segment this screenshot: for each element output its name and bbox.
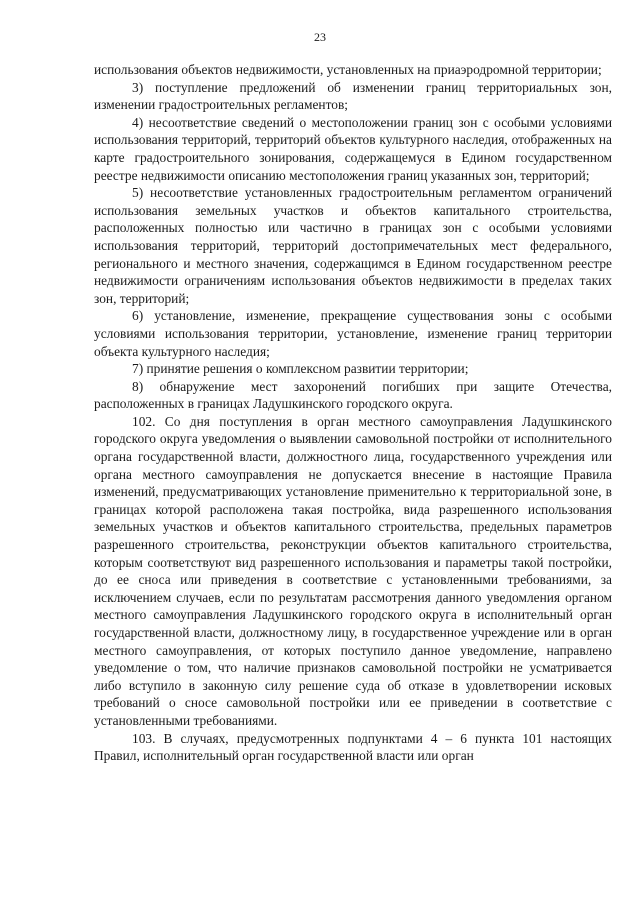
document-body — [94, 61, 612, 765]
clause-103: 103. В случаях, предусмотренных подпунктами 4 – 6 пункта 101 настоящих Правил, исполнительный орган государственной власти или орган — [94, 730, 612, 764]
list-item-6: 6) установление, изменение, прекращение существования зоны с особыми условиями использования территории, установление, изменение границ территории объекта культурного наследия; — [94, 308, 612, 359]
list-item-8: 8) обнаружение мест захоронений погибших при защите Отечества, расположенных в границах Ладушкинского городского округа. — [94, 378, 612, 412]
clause-102: 102. Со дня поступления в орган местного самоуправления Ладушкинского городского округа уведомления о выявлении самовольной постройки от исполнительного органа государственной власти, должностного лица, государственного учреждения или органа местного самоуправления не допускается внесение в настоящие Правила изменений, предусматривающих установление применительно к территориальной зоне, в границах которой расположена такая постройка, вида разрешенного использования земельных участков и объектов капитального строительства, предельных параметров разрешенного строительства, реконструкции объектов капитального строительства, которым соответствуют вид разрешенного использования и параметры такой постройки, до ее сноса или приведения в соответствие с установленными требованиями, за исключением случаев, если по результатам рассмотрения данного уведомления органом местного самоуправления Ладушкинского городского округа в исполнительный орган государственной власти, должностному лицу, в государственное учреждение или в орган местного самоуправления, от которых поступило данное уведомление, направлено уведомление о том, что наличие признаков самовольной постройки не усматривается либо вступило в законную силу решение суда об отказе в удовлетворении исковых требований о сносе самовольной постройки или ее приведении в соответствие с установленными требованиями. — [94, 413, 612, 728]
list-item-4: 4) несоответствие сведений о местоположении границ зон с особыми условиями использования территорий, территорий объектов культурного наследия, отображенных на карте градостроительного зонирования, содержащемуся в Едином государственном реестре недвижимости описанию местоположения границ указанных зон, территорий; — [94, 114, 612, 183]
paragraph-continuation: использования объектов недвижимости, установленных на приаэродромной территории; — [94, 62, 602, 77]
list-item-5: 5) несоответствие установленных градостроительным регламентом ограничений использования земельных участков и объектов капитального строительства, расположенных полностью или частично в границах зон с особыми условиями использования территорий, территорий достопримечательных мест федерального, регионального и местного значения, содержащимся в Едином государственном реестре недвижимости ограничениям использования объектов недвижимости в пределах таких зон, территорий; — [94, 185, 612, 306]
list-item-3: 3) поступление предложений об изменении границ территориальных зон, изменении градостроительных регламентов; — [94, 79, 612, 113]
list-item-7: 7) принятие решения о комплексном развитии территории; — [132, 361, 469, 377]
page-number: 23 — [314, 30, 326, 44]
